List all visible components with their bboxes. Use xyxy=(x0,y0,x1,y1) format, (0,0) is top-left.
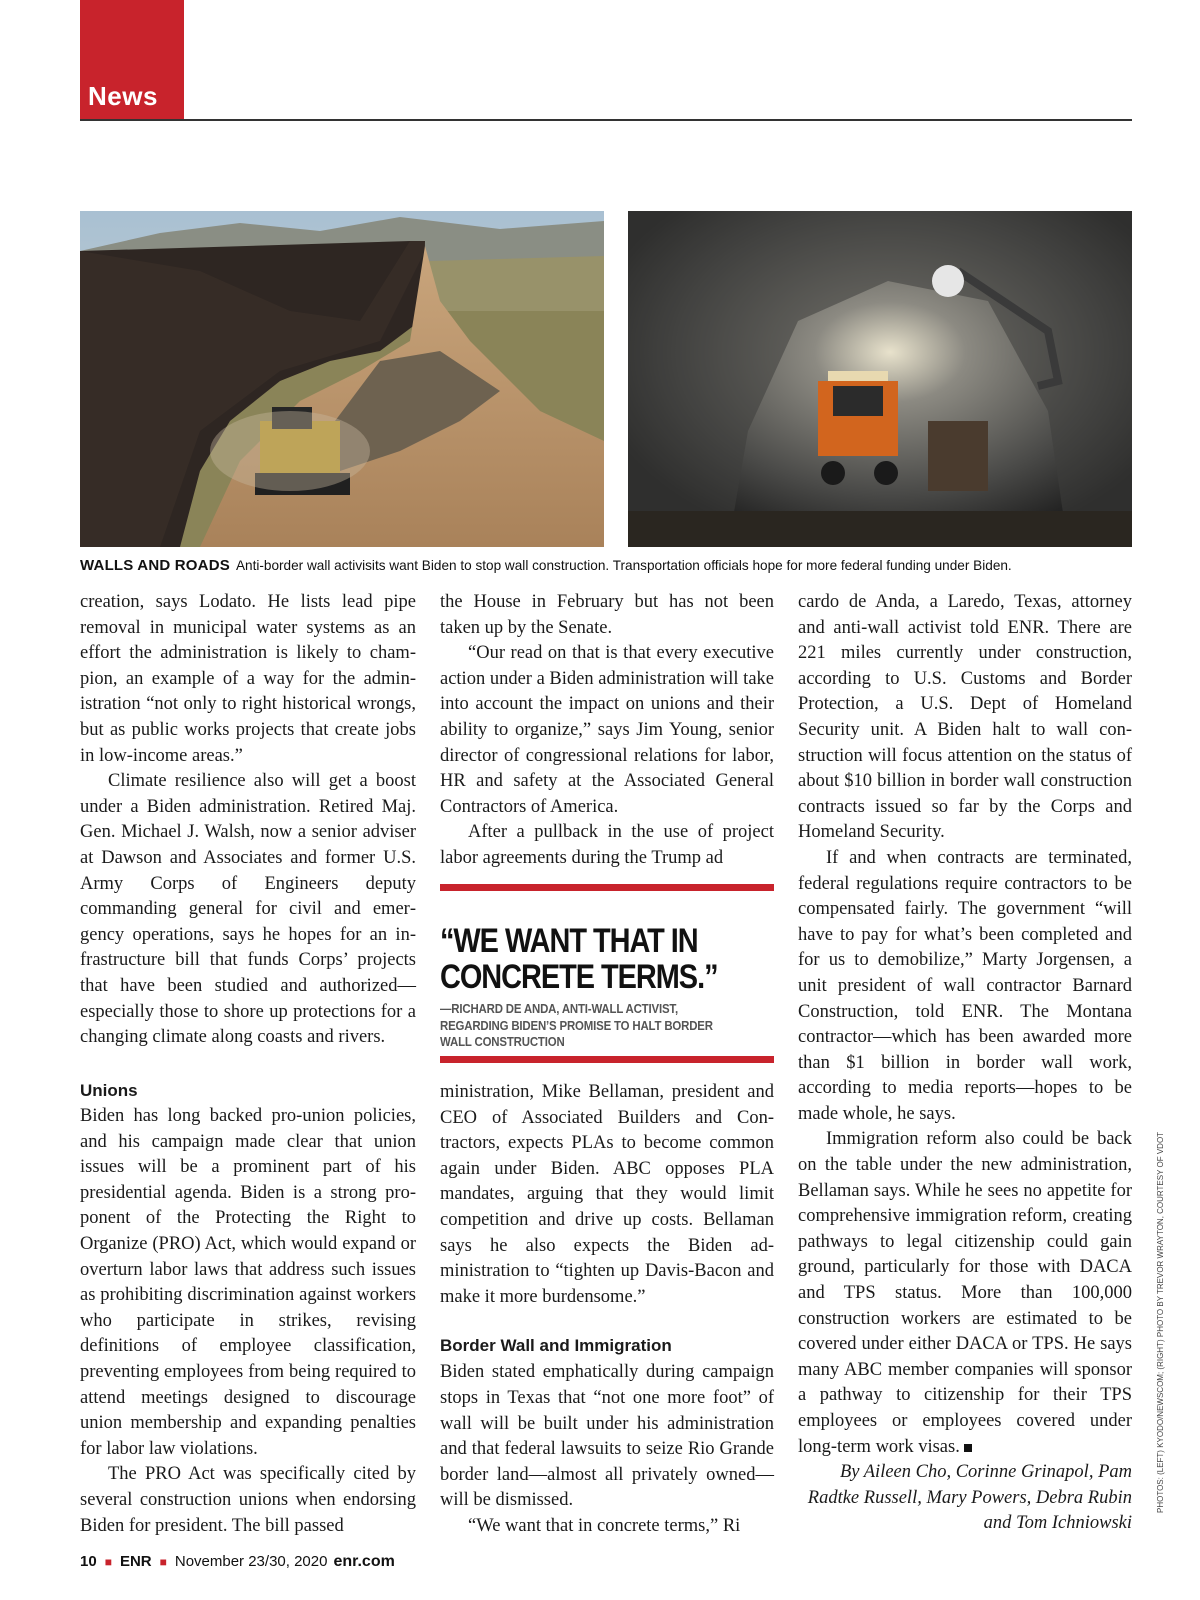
pull-quote-bottom-bar xyxy=(440,1056,774,1063)
photo-credit-text: PHOTOS: (LEFT) KYODO/NEWSCOM; (RIGHT) PHOTO BY TREVOR WRAYTON, COURTESY OF VDOT xyxy=(1156,1131,1165,1513)
col2-paragraph-2: “Our read on that is that every executive action under a Biden administration will take into account the impact on unions and their ability to organize,” says Jim Young, senior director of congressional relations for labor, HR and safety at the Associated General Contractors of America. xyxy=(440,643,774,817)
photo-tunnel xyxy=(628,211,1132,547)
byline: By Aileen Cho, Corinne Grinapol, Pam Radtke Russell, Mary Powers, Debra Rubin and Tom Ichniowski xyxy=(807,1462,1132,1534)
col2-paragraph-5: Biden stated emphatically during campaign stops in Texas that “not one more foot” of wall will be built under his administration and that federal lawsuits to seize Rio Grande border land—almost all privately owned—will be dismissed. xyxy=(440,1362,774,1511)
page-number: 10 xyxy=(80,1553,97,1570)
page-footer xyxy=(80,1553,395,1571)
section-label: News xyxy=(88,81,158,111)
photo-credit xyxy=(1156,835,1170,1513)
photo-caption xyxy=(80,557,1140,574)
bullet-icon: ■ xyxy=(159,1555,167,1569)
caption-head: WALLS AND ROADS xyxy=(80,557,230,574)
col2-paragraph-3: After a pullback in the use of project labor agreements during the Trump ad xyxy=(440,822,774,868)
bullet-icon: ■ xyxy=(104,1555,112,1569)
col2-paragraph-4: ministration, Mike Bellaman, president and CEO of Associated Builders and Contractors, expects PLAs to become common again under Biden. ABC opposes PLA mandates, arguing that they would limit competition and drive up costs. Bellaman says he also expects the Biden administration to “tighten up Davis-Bacon and make it more burdensome.” xyxy=(440,1082,774,1307)
magazine-name: ENR xyxy=(119,1553,152,1570)
pull-quote-attr-line-2: REGARDING BIDEN’S PROMISE TO HALT BORDER xyxy=(440,1017,713,1033)
col3-paragraph-2: If and when contracts are terminated, federal regulations require contractors to be compensated fairly. The government “will have to pay for what’s been completed and for us to demobilize,” Marty Jorgensen, a unit president of wall contractor Barnard Construction, told ENR. The Montana contractor—which has been awarded more than $1 billion in border wall work, according to media reports—hopes to be made whole, he says. xyxy=(798,847,1132,1124)
col1-paragraph-1: creation, says Lodato. He lists lead pipe removal in municipal water systems as an effort the administration is likely to champion, an example of a way for the administration “not only to right historical wrongs, but as public works projects that create jobs in low-income areas.” xyxy=(80,592,416,766)
col2-paragraph-6: “We want that in concrete terms,” Ri xyxy=(468,1515,741,1536)
pull-quote-attribution xyxy=(440,1001,774,1051)
pull-quote-line-2: CONCRETE TERMS.” xyxy=(440,958,718,996)
col3-paragraph-3 xyxy=(798,1127,1132,1460)
photo-border-wall xyxy=(80,211,604,547)
issue-date: November 23/30, 2020 xyxy=(174,1553,328,1570)
caption-text: Anti-border wall activisits want Biden to stop wall construction. Transportation officials hope for more federal funding under Biden. xyxy=(235,558,1012,573)
pull-quote-top-bar xyxy=(440,884,774,891)
pull-quote-text xyxy=(440,923,780,995)
subhead-unions: Unions xyxy=(80,1081,138,1100)
col1-paragraph-2: Climate resilience also will get a boost under a Biden administration. Retired Maj. Gen. Michael J. Walsh, now a senior adviser at Dawson and Associates and former U.S. Army Corps of Engineers deputy commanding general for civil and emergency operations, says he hopes for an infrastructure bill that funds Corps’ projects that have been studied and authorized—especially those to shore up protections for a changing climate along coasts and rivers. xyxy=(80,771,416,1048)
col2-paragraph-1: the House in February but has not been taken up by the Senate. xyxy=(440,592,774,638)
column-3 xyxy=(798,590,1132,1537)
pull-quote-line-1: “WE WANT THAT IN xyxy=(440,922,698,960)
col1-paragraph-4: The PRO Act was specifically cited by several construction unions when endorsing Biden for president. The bill passed xyxy=(80,1464,416,1536)
header-rule xyxy=(80,119,1132,121)
col1-paragraph-3: Biden has long backed pro-union policies, and his campaign made clear that union issues will be a prominent part of his presidential agenda. Biden is a strong proponent of the Protecting the Right to Organize (PRO) Act, which would expand or overturn labor laws that address such issues as prohibiting discrimination against workers who participate in strikes, revising definitions of employee classification, preventing employees from being required to attend meetings designed to discourage union membership and expanding penalties for labor law violations. xyxy=(80,1106,416,1459)
col3-paragraph-1: cardo de Anda, a Laredo, Texas, attorney and anti-wall activist told ENR. There are 221 miles currently under construction, according to U.S. Customs and Border Protection, a U.S. Dept of Homeland Security unit. A Biden halt to wall construction will focus attention on the status of about $10 billion in border wall construction contracts issued so far by the Corps and Homeland Security. xyxy=(798,592,1132,843)
section-tab xyxy=(80,0,184,120)
pull-quote xyxy=(440,884,774,1051)
pull-quote-attr-line-3: WALL CONSTRUCTION xyxy=(440,1034,565,1049)
column-1 xyxy=(80,590,416,1536)
subhead-border-wall: Border Wall and Immigration xyxy=(440,1336,672,1356)
col3-paragraph-3-text: Immigration reform also could be back on the table under the new administration, Bellaman says. While he sees no appetite for comprehensive immigration reform, creating pathways to legal citizenship could gain ground, particularly for those with DACA and TPS status. More than 100,000 construction workers are estimated to be covered under either DACA or TPS. He says many ABC member companies will sponsor a pathway to citizenship for their TPS employees or employees covered under long-term work visas. xyxy=(798,1129,1132,1457)
pull-quote-attr-line-1: —RICHARD DE ANDA, ANTI-WALL ACTIVIST, xyxy=(440,1001,678,1016)
website: enr.com xyxy=(333,1553,395,1570)
end-mark-icon xyxy=(964,1444,972,1452)
